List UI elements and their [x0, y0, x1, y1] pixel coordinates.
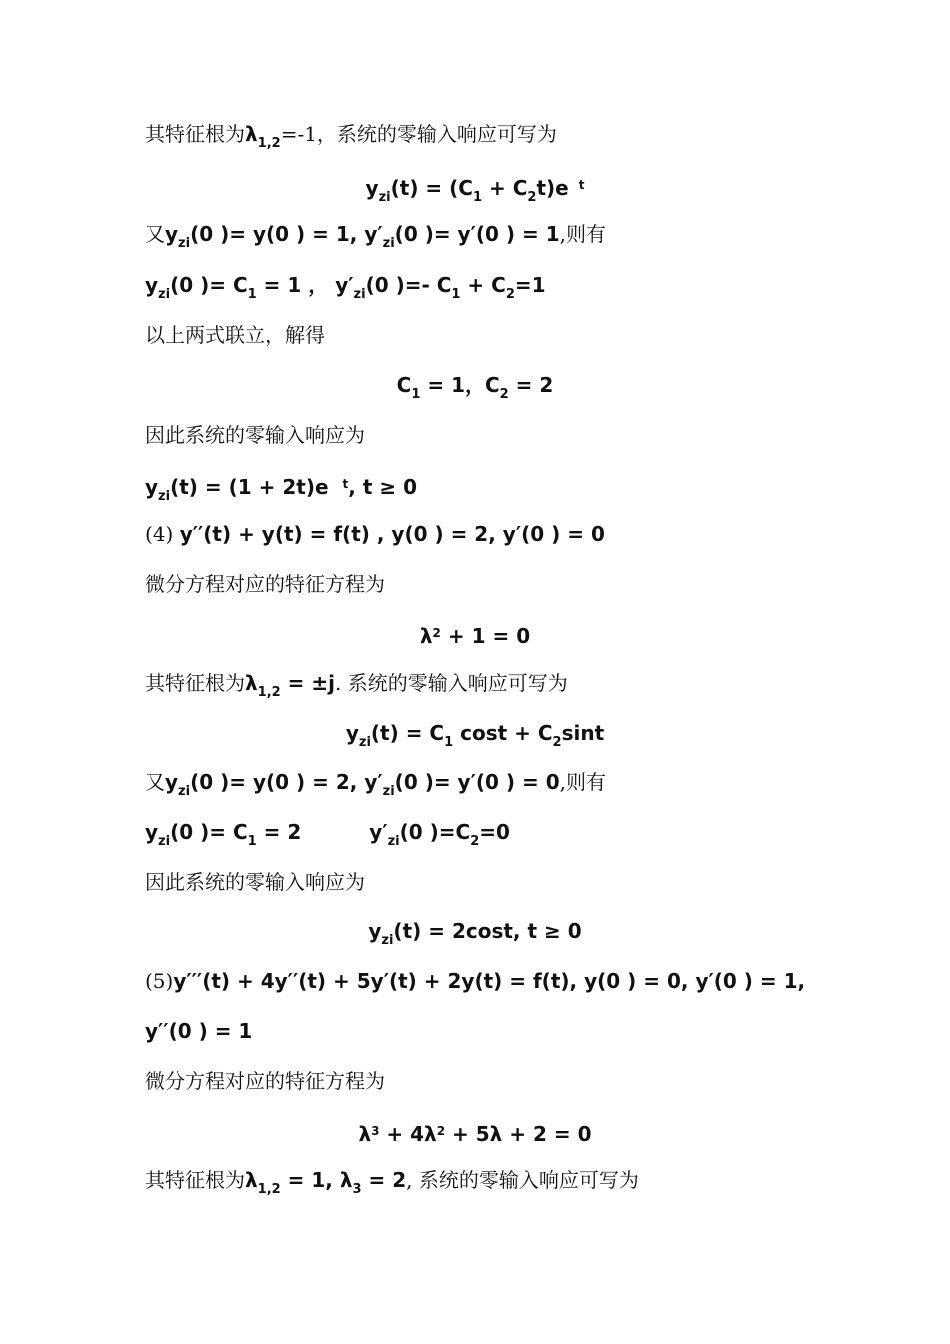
problem-4-equation: (4) y′′(t) + y(t) = f(t) , y(0 ) = 2, y′(0 ) = 0 [145, 522, 605, 546]
text-line-characteristic-eq-2: 微分方程对应的特征方程为 [145, 1069, 385, 1093]
equation-c1-c2-values-2: $y_{zi}(0$ )= $C_1 = 2$ $y'_{zi}(0$ )$=C_2=0$ [145, 820, 510, 849]
equation-yzi-result-1: $y_{zi}(t) = (1 + 2t)e$ $^t$, t ≥ 0 [145, 475, 418, 504]
problem-5-initial-condition: y′′(0 ) = 1 [145, 1019, 253, 1043]
text-line-initial-conditions-2: 又$y_{zi}(0$ )= y(0 ) = 2, $y'_{zi}(0$ )= y′(0 ) = 0,则有 [145, 770, 606, 799]
text-line-therefore-2: 因此系统的零输入响应为 [145, 870, 365, 894]
text-line-therefore-1: 因此系统的零输入响应为 [145, 423, 365, 447]
text-line-initial-conditions-1: 又$y_{zi}(0$ )= y(0 ) = 1, $y'_{zi}(0$ )= y′(0 ) = 1,则有 [145, 222, 606, 251]
equation-characteristic-2: $\lambda^2 + 1 = 0$ [419, 624, 531, 648]
text-line-solve: 以上两式联立，解得 [145, 323, 325, 347]
equation-yzi-general-2: $y_{zi}(t) = C_1$ $\cos t + C_2\sin t$ [345, 721, 605, 750]
equation-characteristic-3: $\lambda^3 + 4\lambda^2 + 5\lambda + 2 = 0$ [358, 1122, 592, 1146]
text-line-characteristic-eq-1: 微分方程对应的特征方程为 [145, 572, 385, 596]
problem-5-equation: (5)y′′′(t) + 4y′′(t) + 5y′(t) + 2y(t) = f(t), y(0 ) = 0, y′(0 ) = 1, [145, 969, 806, 993]
text-line-characteristic-roots-3: 其特征根为$\lambda_{1,2} = 1$, $\lambda_3 = 2$, 系统的零输入响应可写为 [145, 1168, 639, 1197]
text-line-characteristic-roots-1: 其特征根为$\lambda_{1,2}=-1$，系统的零输入响应可写为 [145, 122, 557, 151]
text-line-characteristic-roots-2: 其特征根为$\lambda_{1,2} = \pm j$. 系统的零输入响应可写为 [145, 671, 568, 700]
equation-c-values-1: $C_1 = 1$，$C_2 = 2$ [396, 373, 554, 402]
equation-yzi-general-1: $y_{zi}(t) = (C_1 + C_2t)e$ $^t$ [365, 176, 585, 205]
equation-c1-c2-conditions: $y_{zi}(0$ )= $C_1 = 1$ ， $y'_{zi}(0$ )=- $C_1 + C_2=1$ [145, 273, 546, 302]
equation-yzi-result-2: $y_{zi}(t) = 2\cos t$, t ≥ 0 [368, 919, 582, 948]
